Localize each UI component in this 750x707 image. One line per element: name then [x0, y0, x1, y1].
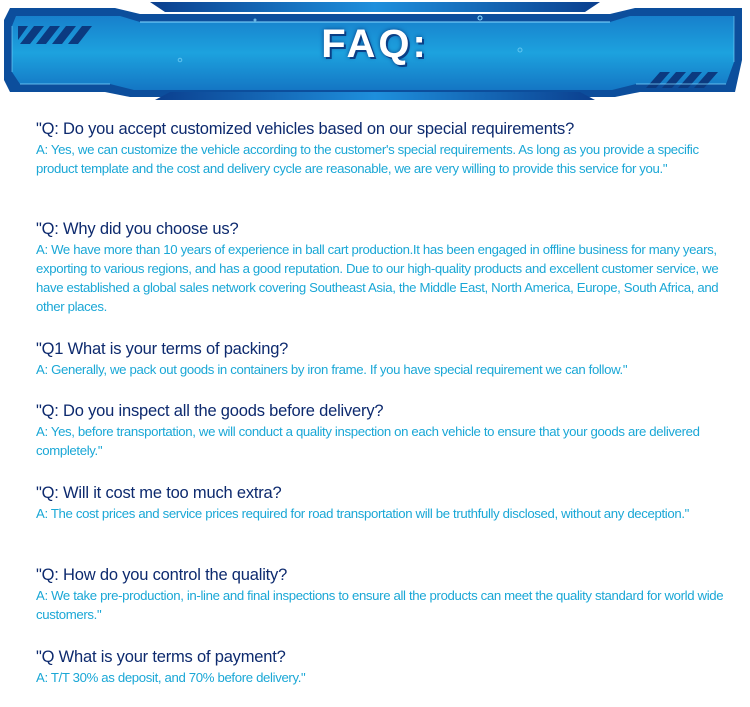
faq-item	[36, 400, 726, 460]
faq-item	[36, 118, 726, 178]
faq-question: "Q: How do you control the quality?	[36, 566, 288, 584]
faq-item	[36, 564, 726, 624]
banner-title: FAQ:	[321, 22, 429, 66]
faq-answer: A: T/T 30% as deposit, and 70% before delivery."	[36, 670, 306, 685]
faq-question: "Q What is your terms of payment?	[36, 648, 286, 666]
faq-question: "Q: Why did you choose us?	[36, 220, 239, 238]
faq-answer: A: Yes, before transportation, we will conduct a quality inspection on each vehicle to ensure that your goods are delivered completely."	[36, 424, 700, 458]
faq-item	[36, 482, 726, 523]
faq-answer: A: We have more than 10 years of experience in ball cart production.It has been engaged in offline business for many years, exporting to various regions, and has a good reputation. Due to our high-quality products and excellent customer service, we have established a global sales network covering Southeast Asia, the Middle East, North America, Europe, South Africa, and other places.	[36, 242, 719, 314]
faq-item	[36, 338, 726, 379]
faq-answer: A: Yes, we can customize the vehicle according to the customer's special requirements. As long as you provide a specific product template and the cost and delivery cycle are reasonable, we are very willing to provide this service for you."	[36, 142, 699, 176]
faq-answer: A: Generally, we pack out goods in containers by iron frame. If you have special requirement we can follow."	[36, 362, 628, 377]
faq-banner	[0, 0, 750, 100]
faq-answer: A: We take pre-production, in-line and final inspections to ensure all the products can meet the quality standard for world wide customers."	[36, 588, 724, 622]
faq-item	[36, 646, 726, 687]
faq-question: "Q: Do you accept customized vehicles based on our special requirements?	[36, 120, 575, 138]
faq-question: "Q1 What is your terms of packing?	[36, 340, 289, 358]
faq-question: "Q: Do you inspect all the goods before delivery?	[36, 402, 384, 420]
faq-question: "Q: Will it cost me too much extra?	[36, 484, 282, 502]
faq-item	[36, 218, 726, 316]
faq-answer: A: The cost prices and service prices required for road transportation will be truthfully disclosed, without any deception."	[36, 506, 690, 521]
